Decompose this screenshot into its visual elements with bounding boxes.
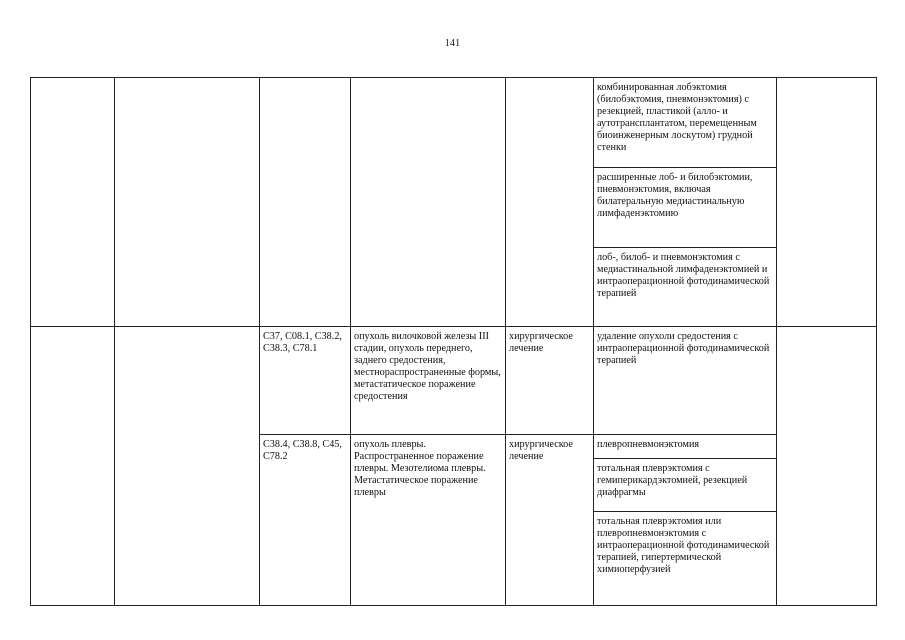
cell-empty (777, 78, 877, 327)
method-cell: тотальная плеврэктомия с гемиперикардэктомией, резекцией диафрагмы (594, 459, 777, 512)
cell-empty (31, 327, 115, 606)
icd-codes-cell: C38.4, C38.8, C45, C78.2 (260, 435, 351, 606)
treatment-type-cell: хирургическое лечение (506, 435, 594, 606)
icd-codes-cell: C37, C08.1, C38.2, C38.3, C78.1 (260, 327, 351, 435)
method-cell: удаление опухоли средостения с интраоперационной фотодинамической терапией (594, 327, 777, 435)
cell-empty (260, 78, 351, 327)
cell-empty (506, 78, 594, 327)
medical-care-table (30, 77, 877, 606)
cell-empty (31, 78, 115, 327)
page-number: 141 (444, 38, 461, 49)
cell-empty (351, 78, 506, 327)
method-cell: расширенные лоб- и билобэктомии, пневмонэктомия, включая билатеральную медиастинальную лимфаденэктомию (594, 168, 777, 248)
diagnosis-cell: опухоль вилочковой железы III стадии, опухоль переднего, заднего средостения, местнораспространенные формы, метастатическое поражение средостения (351, 327, 506, 435)
table-row (31, 327, 877, 435)
method-cell: комбинированная лобэктомия (билобэктомия, пневмонэктомия) с резекцией, пластикой (алло- и аутотрансплантатом, перемещенным биоинженерным лоскутом) грудной стенки (594, 78, 777, 168)
table-row (31, 78, 877, 168)
method-cell: тотальная плеврэктомия или плевропневмонэктомия с интраоперационной фотодинамической терапией, гипертермической химиоперфузией (594, 512, 777, 606)
diagnosis-cell: опухоль плевры. Распространенное поражение плевры. Мезотелиома плевры. Метастатическое поражение плевры (351, 435, 506, 606)
cell-empty (777, 327, 877, 606)
treatment-type-cell: хирургическое лечение (506, 327, 594, 435)
cell-empty (115, 78, 260, 327)
method-cell: лоб-, билоб- и пневмонэктомия с медиастинальной лимфаденэктомией и интраоперационной фотодинамической терапией (594, 248, 777, 327)
cell-empty (115, 327, 260, 606)
method-cell: плевропневмонэктомия (594, 435, 777, 459)
